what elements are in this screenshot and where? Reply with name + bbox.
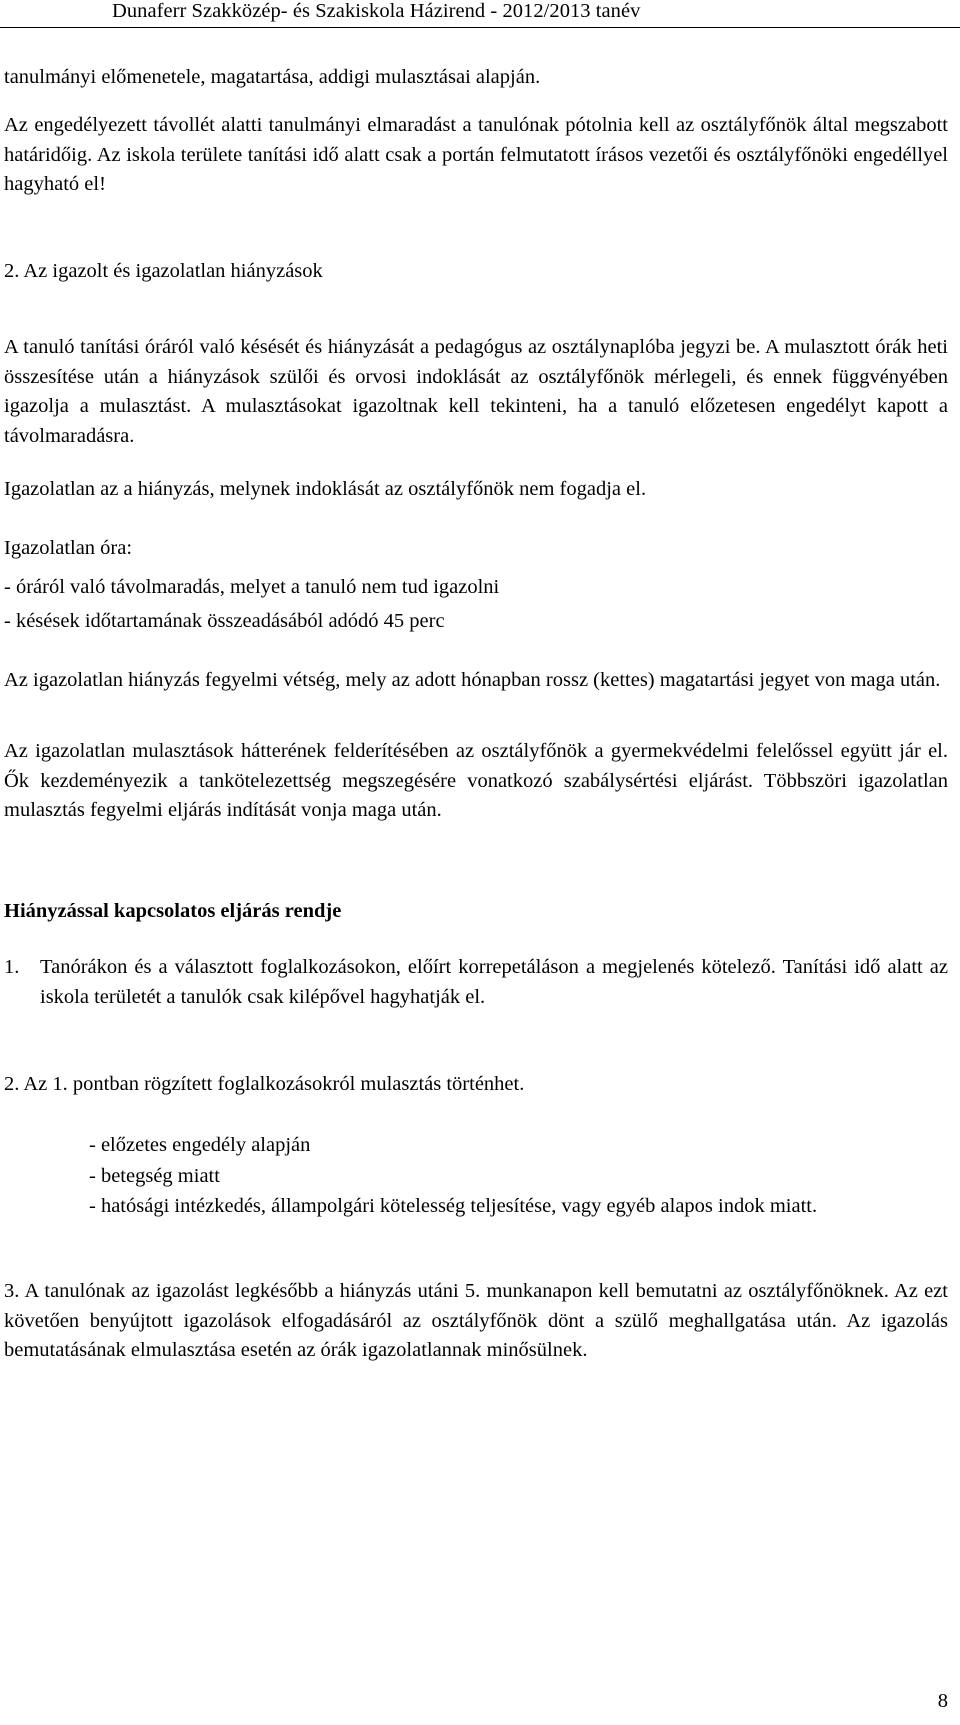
paragraph-unexcused-definition: Igazolatlan az a hiányzás, melynek indoklását az osztályfőnök nem fogadja el.: [4, 478, 647, 500]
list-item: - hatósági intézkedés, állampolgári kötelesség teljesítése, vagy egyéb alapos indok miatt.: [89, 1195, 818, 1217]
paragraph-continuation: tanulmányi előmenetele, magatartása, addigi mulasztásai alapján.: [4, 66, 541, 88]
list-item: - előzetes engedély alapján: [89, 1134, 311, 1156]
procedure-item-number: 1.: [4, 956, 20, 978]
list-item: - betegség miatt: [89, 1165, 220, 1187]
unexcused-label: Igazolatlan óra:: [4, 537, 133, 559]
section-heading: 2. Az igazolt és igazolatlan hiányzások: [4, 260, 323, 282]
paragraph-absence-makeup: Az engedélyezett távollét alatti tanulmányi elmaradást a tanulónak pótolnia kell az osztályfőnök által megszabott határidőig. Az iskola területe tanítási idő alatt csak a portán felmutatott írásos vezetői és osztályfőnöki engedéllyel hagyható el!: [4, 114, 948, 195]
procedure-item: 2. Az 1. pontban rögzített foglalkozásokról mulasztás történhet.: [4, 1073, 525, 1095]
paragraph-absence-recording: A tanuló tanítási óráról való késését és hiányzását a pedagógus az osztálynaplóba jegyzi be. A mulasztott órák heti összesítése után a hiányzások szülői és orvosi indoklását az osztályfőnök mérlegeli, és ennek függvényében igazolja a mulasztást. A mulasztásokat igazoltnak kell tekinteni, ha a tanuló előzetesen engedélyt kapott a távolmaradásra.: [4, 336, 948, 447]
list-item: - késések időtartamának összeadásából adódó 45 perc: [4, 610, 445, 632]
paragraph-disciplinary: Az igazolatlan hiányzás fegyelmi vétség, mely az adott hónapban rossz (kettes) magatartási jegyet von maga után.: [4, 669, 941, 691]
procedure-heading: Hiányzással kapcsolatos eljárás rendje: [4, 900, 342, 922]
paragraph-investigation: Az igazolatlan mulasztások hátterének felderítésében az osztályfőnök a gyermekvédelmi felelőssel együtt jár el. Ők kezdeményezik a tankötelezettség megszegésére vonatkozó szabálysértési eljárást. Többszöri igazolatlan mulasztás fegyelmi eljárás indítását vonja maga után.: [4, 740, 948, 821]
procedure-item-text: Tanórákon és a választott foglalkozásokon, előírt korrepetáláson a megjelenés kötelező. Tanítási idő alatt az iskola területét a tanulók csak kilépővel hagyhatják el.: [40, 956, 948, 1008]
header-title: Dunaferr Szakközép- és Szakiskola Házirend - 2012/2013 tanév: [112, 0, 641, 22]
page-header: [0, 0, 960, 33]
procedure-item: 3. A tanulónak az igazolást legkésőbb a hiányzás utáni 5. munkanapon kell bemutatni az osztályfőnöknek. Az ezt követően benyújtott igazolások elfogadásáról az osztályfőnök dönt a szülő meghallgatása után. Az igazolás bemutatásának elmulasztása esetén az órák igazolatlannak minősülnek.: [4, 1280, 948, 1361]
header-rule: [0, 27, 960, 28]
page-number: 8: [937, 1690, 948, 1712]
list-item: - óráról való távolmaradás, melyet a tanuló nem tud igazolni: [4, 576, 500, 598]
